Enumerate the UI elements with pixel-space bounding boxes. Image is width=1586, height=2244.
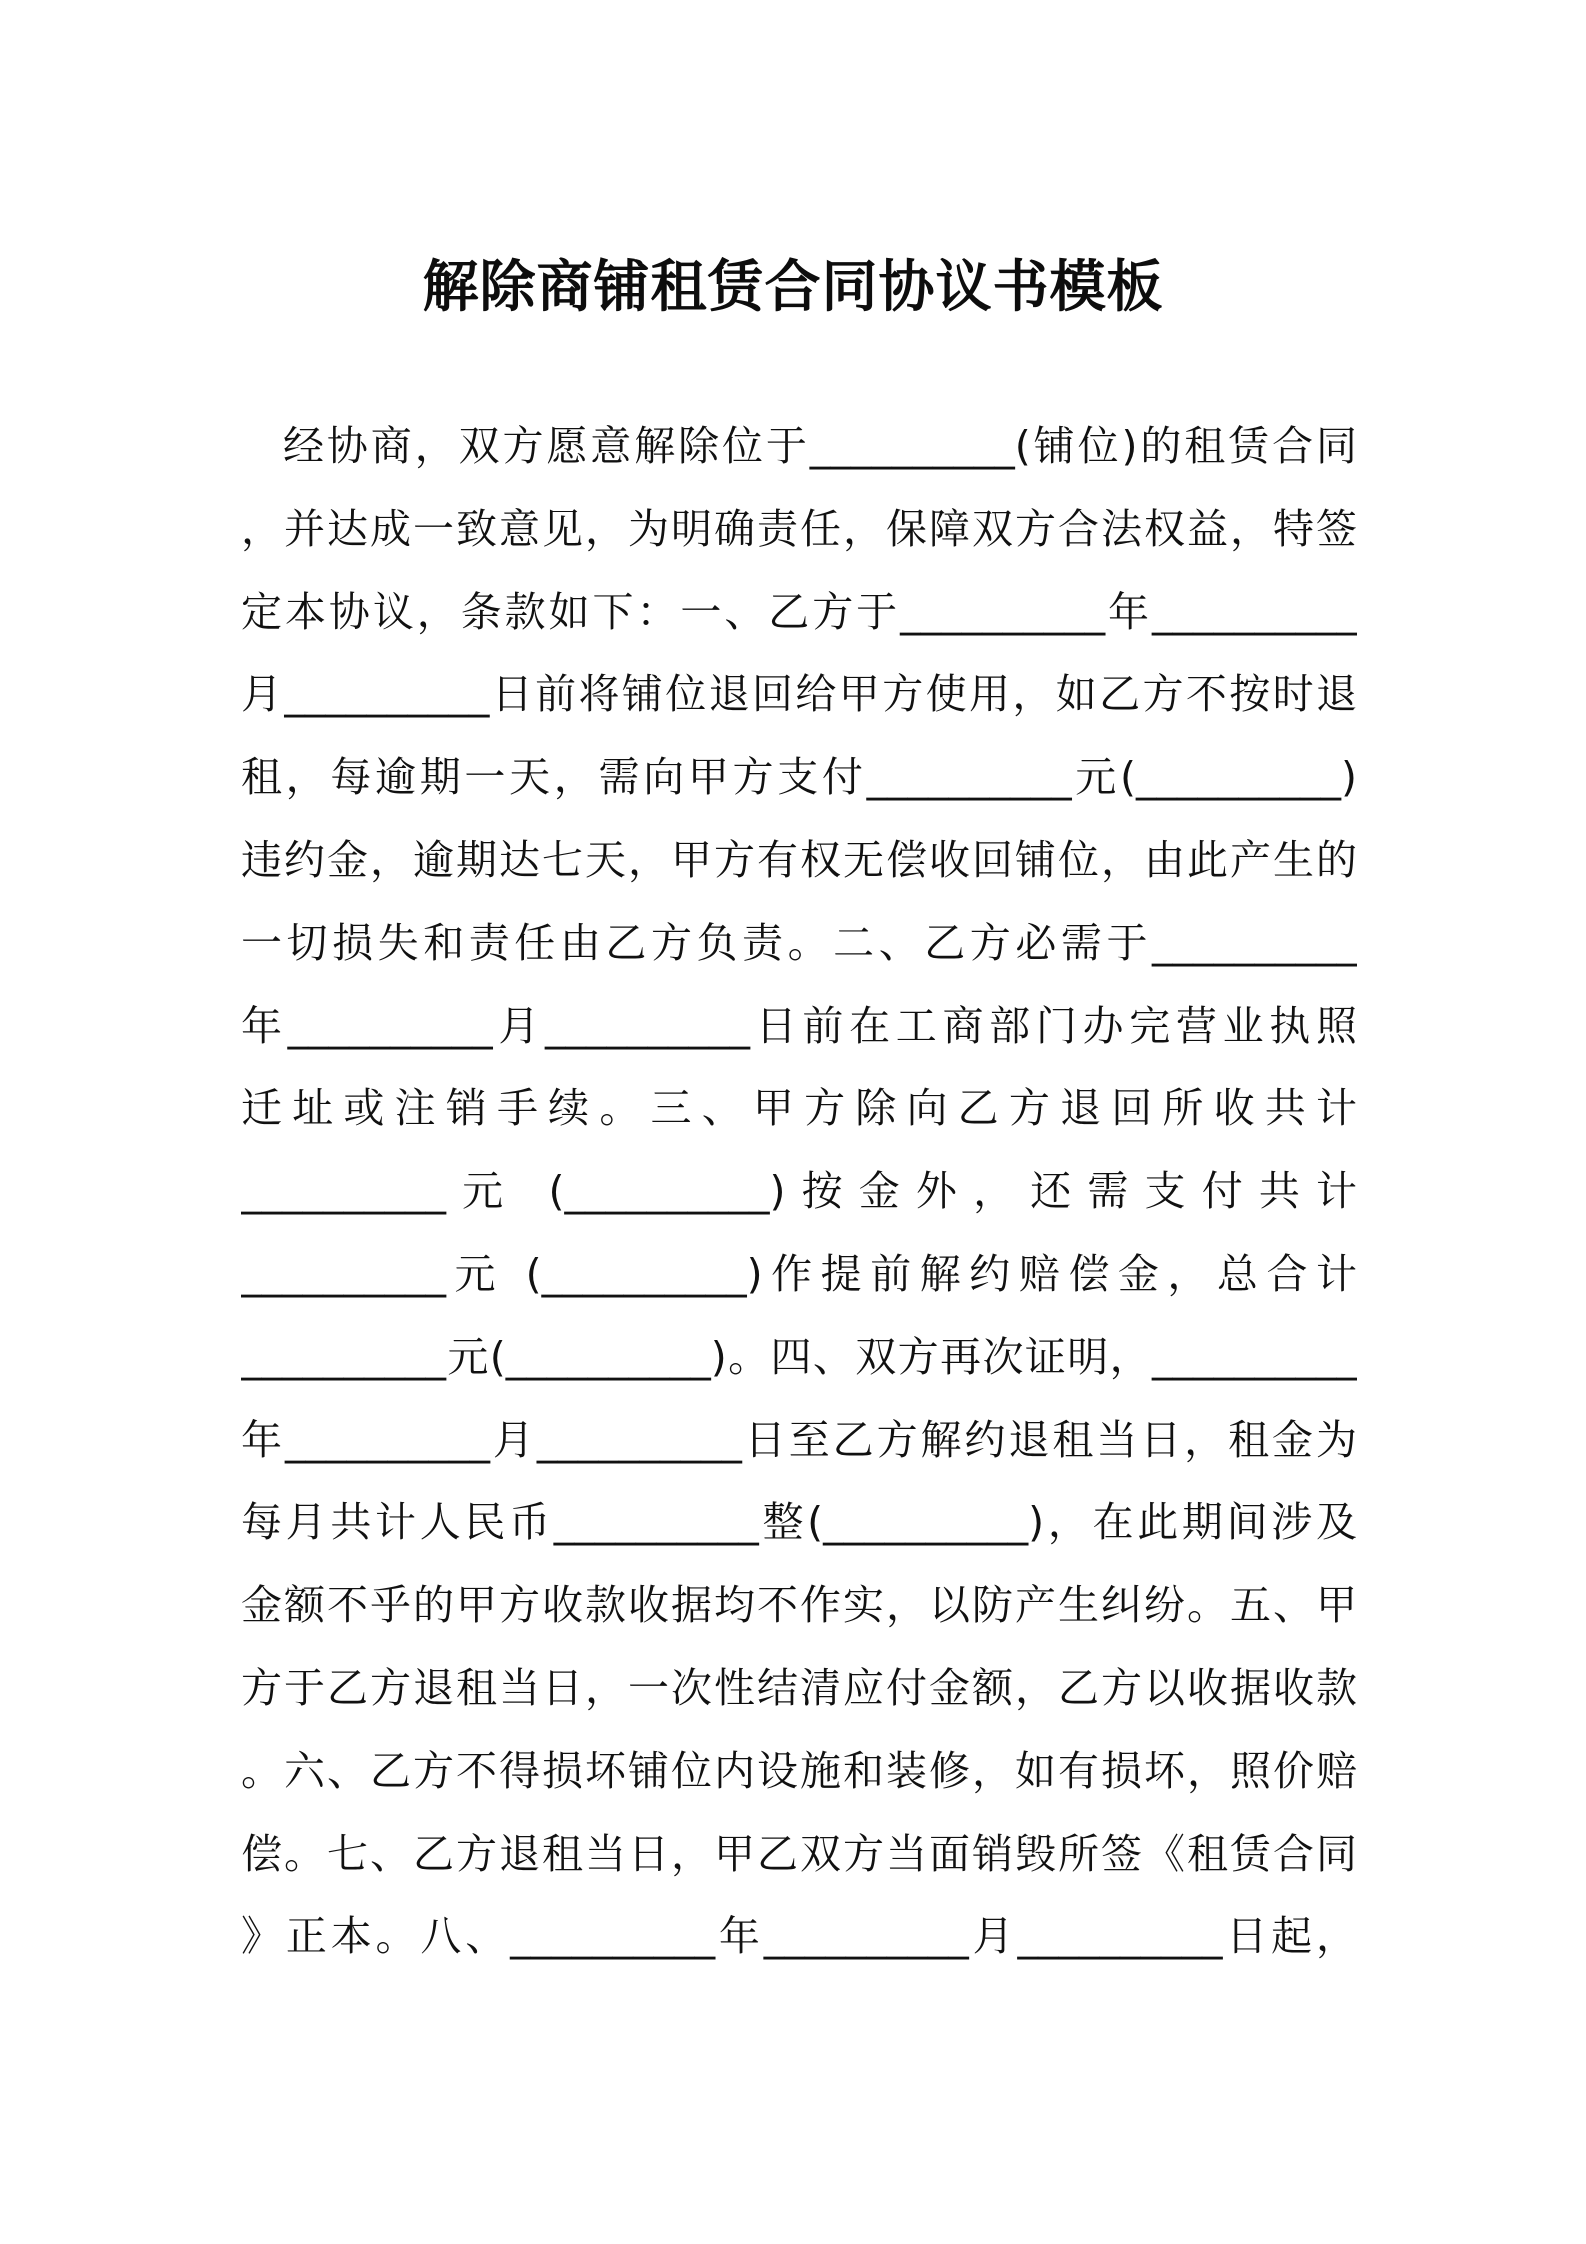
body-line-3: 定本协议，条款如下：一、乙方于__________年__________: [241, 587, 1357, 636]
body-line-9: 迁址或注销手续。三、甲方除向乙方退回所收共计: [241, 1084, 1357, 1133]
body-line-5: 租，每逾期一天，需向甲方支付__________元(__________): [241, 753, 1357, 802]
body-line-17: 。六、乙方不得损坏铺位内设施和装修，如有损坏，照价赔: [241, 1746, 1357, 1795]
document-body: [241, 405, 1357, 1978]
document-title: 解除商铺租赁合同协议书模板: [422, 255, 1164, 320]
body-line-11: __________元 (__________)作提前解约赔偿金，总合计: [241, 1249, 1357, 1298]
body-line-10: __________元 (__________)按金外，还需支付共计: [241, 1167, 1357, 1216]
body-line-14: 每月共计人民币__________整(__________)，在此期间涉及: [241, 1498, 1357, 1547]
body-line-4: 月__________日前将铺位退回给甲方使用，如乙方不按时退: [241, 670, 1357, 719]
body-line-1: 经协商，双方愿意解除位于__________(铺位)的租赁合同: [283, 422, 1357, 470]
body-line-8: 年__________月__________日前在工商部门办完营业执照: [241, 1001, 1357, 1050]
body-line-2: ，并达成一致意见，为明确责任，保障双方合法权益，特签: [241, 504, 1357, 553]
body-line-19: 》正本。八、__________年__________月__________日起，: [241, 1912, 1357, 1961]
body-line-15: 金额不乎的甲方收款收据均不作实，以防产生纠纷。五、甲: [241, 1581, 1357, 1630]
body-line-7: 一切损失和责任由乙方负责。二、乙方必需于__________: [241, 918, 1357, 967]
body-line-6: 违约金，逾期达七天，甲方有权无偿收回铺位，由此产生的: [241, 835, 1357, 884]
body-line-13: 年__________月__________日至乙方解约退租当日，租金为: [241, 1415, 1357, 1464]
body-line-16: 方于乙方退租当日，一次性结清应付金额，乙方以收据收款: [241, 1663, 1357, 1712]
body-line-18: 偿。七、乙方退租当日，甲乙双方当面销毁所签《租赁合同: [241, 1829, 1357, 1878]
body-line-12: __________元(__________)。四、双方再次证明，__________: [241, 1332, 1357, 1381]
